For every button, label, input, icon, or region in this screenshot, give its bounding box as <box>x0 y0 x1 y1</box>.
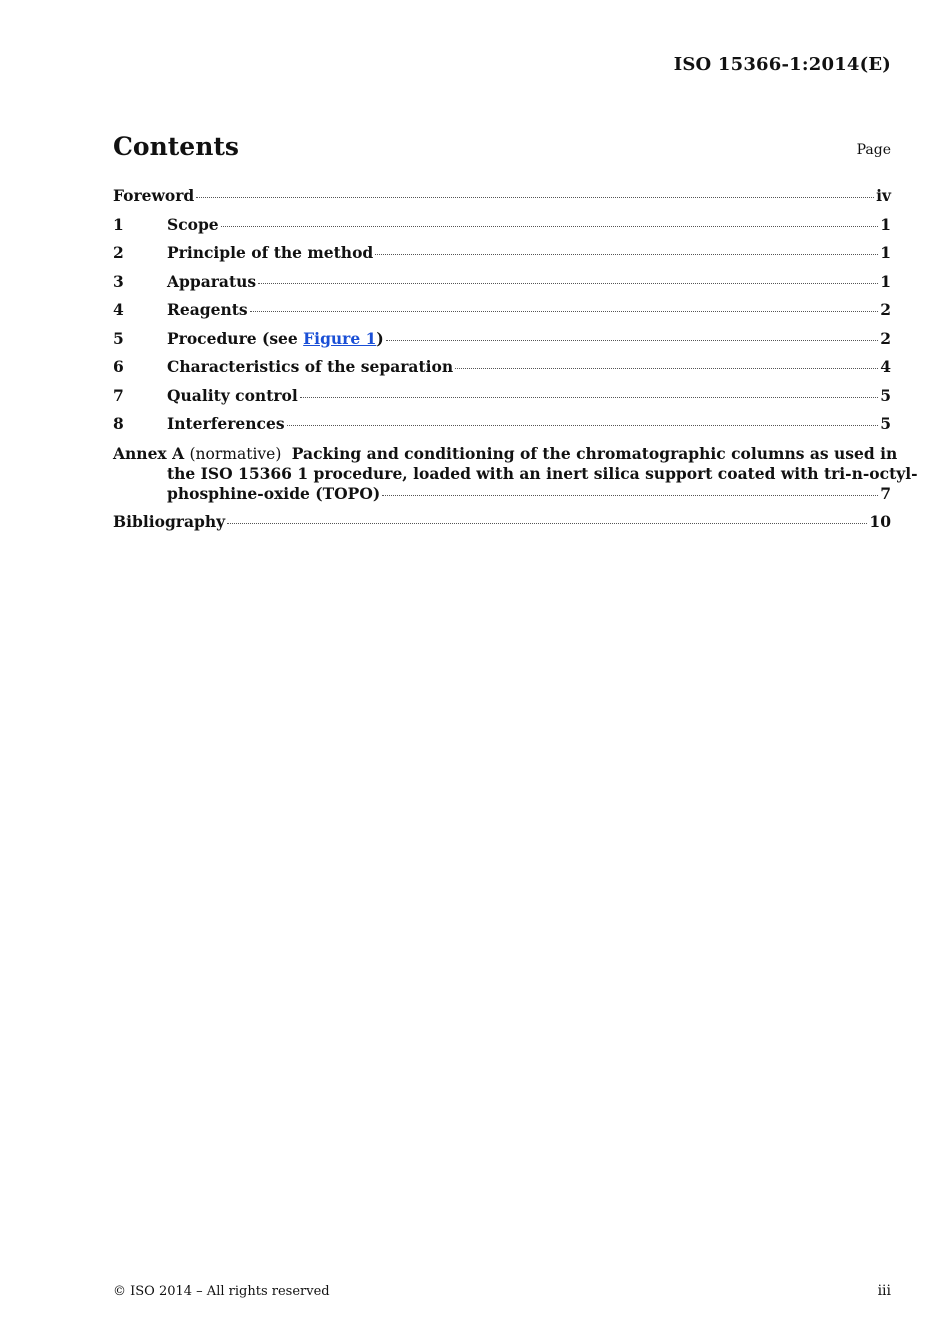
dot-leader <box>287 425 879 426</box>
toc-title <box>167 329 384 349</box>
toc-entry-6[interactable] <box>113 357 891 386</box>
dot-leader <box>300 397 878 398</box>
dot-leader <box>221 226 879 227</box>
annex-last-line <box>113 484 891 512</box>
toc-entry-5[interactable] <box>113 329 891 358</box>
annex-first-line <box>113 443 898 465</box>
toc-page-number: 1 <box>880 214 891 234</box>
clause-number: 1 <box>113 214 124 234</box>
annex-label: Annex A <box>113 443 185 463</box>
toc-title-prefix: Procedure (see <box>167 328 304 348</box>
toc-page-number: 4 <box>880 357 891 376</box>
toc-page-number: 1 <box>880 271 891 291</box>
toc-entry-2[interactable] <box>113 243 891 272</box>
annex-normative-tag: (normative) <box>189 444 282 463</box>
toc-title: Characteristics of the separation <box>167 357 454 376</box>
dot-leader <box>258 283 878 284</box>
toc-title: Quality control <box>167 385 298 405</box>
document-id: ISO 15366-1:2014(E) <box>673 54 891 75</box>
clause-number: 4 <box>113 300 124 319</box>
copyright-notice: © ISO 2014 – All rights reserved <box>113 1284 330 1299</box>
dot-leader <box>386 340 878 341</box>
annex-title-line1: Packing and conditioning of the chromatographic columns as used in <box>291 443 898 463</box>
clause-number: 3 <box>113 271 124 291</box>
toc-title: Apparatus <box>167 271 257 291</box>
annex-title-line2: the ISO 15366 1 procedure, loaded with an inert silica support coated with tri-n-octyl- <box>167 464 918 483</box>
toc-title: Reagents <box>167 300 248 319</box>
toc-page-number: 5 <box>880 414 891 433</box>
dot-leader <box>250 311 879 312</box>
clause-number: 6 <box>113 357 124 376</box>
dot-leader <box>375 254 878 255</box>
toc-page-number: 2 <box>880 300 891 319</box>
toc-page-number: 1 <box>880 243 891 262</box>
annex-title-line3: phosphine-oxide (TOPO) <box>167 483 381 503</box>
clause-number: 5 <box>113 328 124 348</box>
figure-1-link[interactable]: Figure 1 <box>303 328 377 348</box>
toc-page-number: 2 <box>880 328 891 348</box>
page-column-label: Page <box>856 142 891 158</box>
toc-title: Foreword <box>113 186 195 205</box>
toc-page-number: 5 <box>880 385 891 405</box>
page-number: iii <box>877 1283 891 1299</box>
toc-page-number: 7 <box>880 483 891 503</box>
clause-number: 8 <box>113 414 124 433</box>
toc-entry-foreword[interactable] <box>113 186 891 215</box>
dot-leader <box>382 495 878 496</box>
toc-title-suffix: ) <box>376 328 384 348</box>
toc-entry-4[interactable] <box>113 300 891 329</box>
clause-number: 7 <box>113 385 124 405</box>
toc-entry-8[interactable] <box>113 414 891 443</box>
dot-leader <box>455 368 878 369</box>
toc-entry-3[interactable] <box>113 272 891 301</box>
toc-entry-7[interactable] <box>113 386 891 415</box>
toc-title: Scope <box>167 214 219 234</box>
dot-leader <box>196 197 874 198</box>
toc-title: Principle of the method <box>167 243 374 262</box>
dot-leader <box>227 523 867 524</box>
toc-title: Bibliography <box>113 511 226 531</box>
toc-entry-1[interactable] <box>113 215 891 244</box>
toc-page-number: iv <box>876 186 891 205</box>
toc-entry-annex-a[interactable] <box>113 443 918 512</box>
contents-heading: Contents <box>113 132 240 161</box>
toc-entry-bibliography[interactable] <box>113 512 891 541</box>
toc-title: Interferences <box>167 414 285 433</box>
clause-number: 2 <box>113 243 124 262</box>
toc-page-number: 10 <box>869 511 891 531</box>
table-of-contents <box>113 186 918 540</box>
